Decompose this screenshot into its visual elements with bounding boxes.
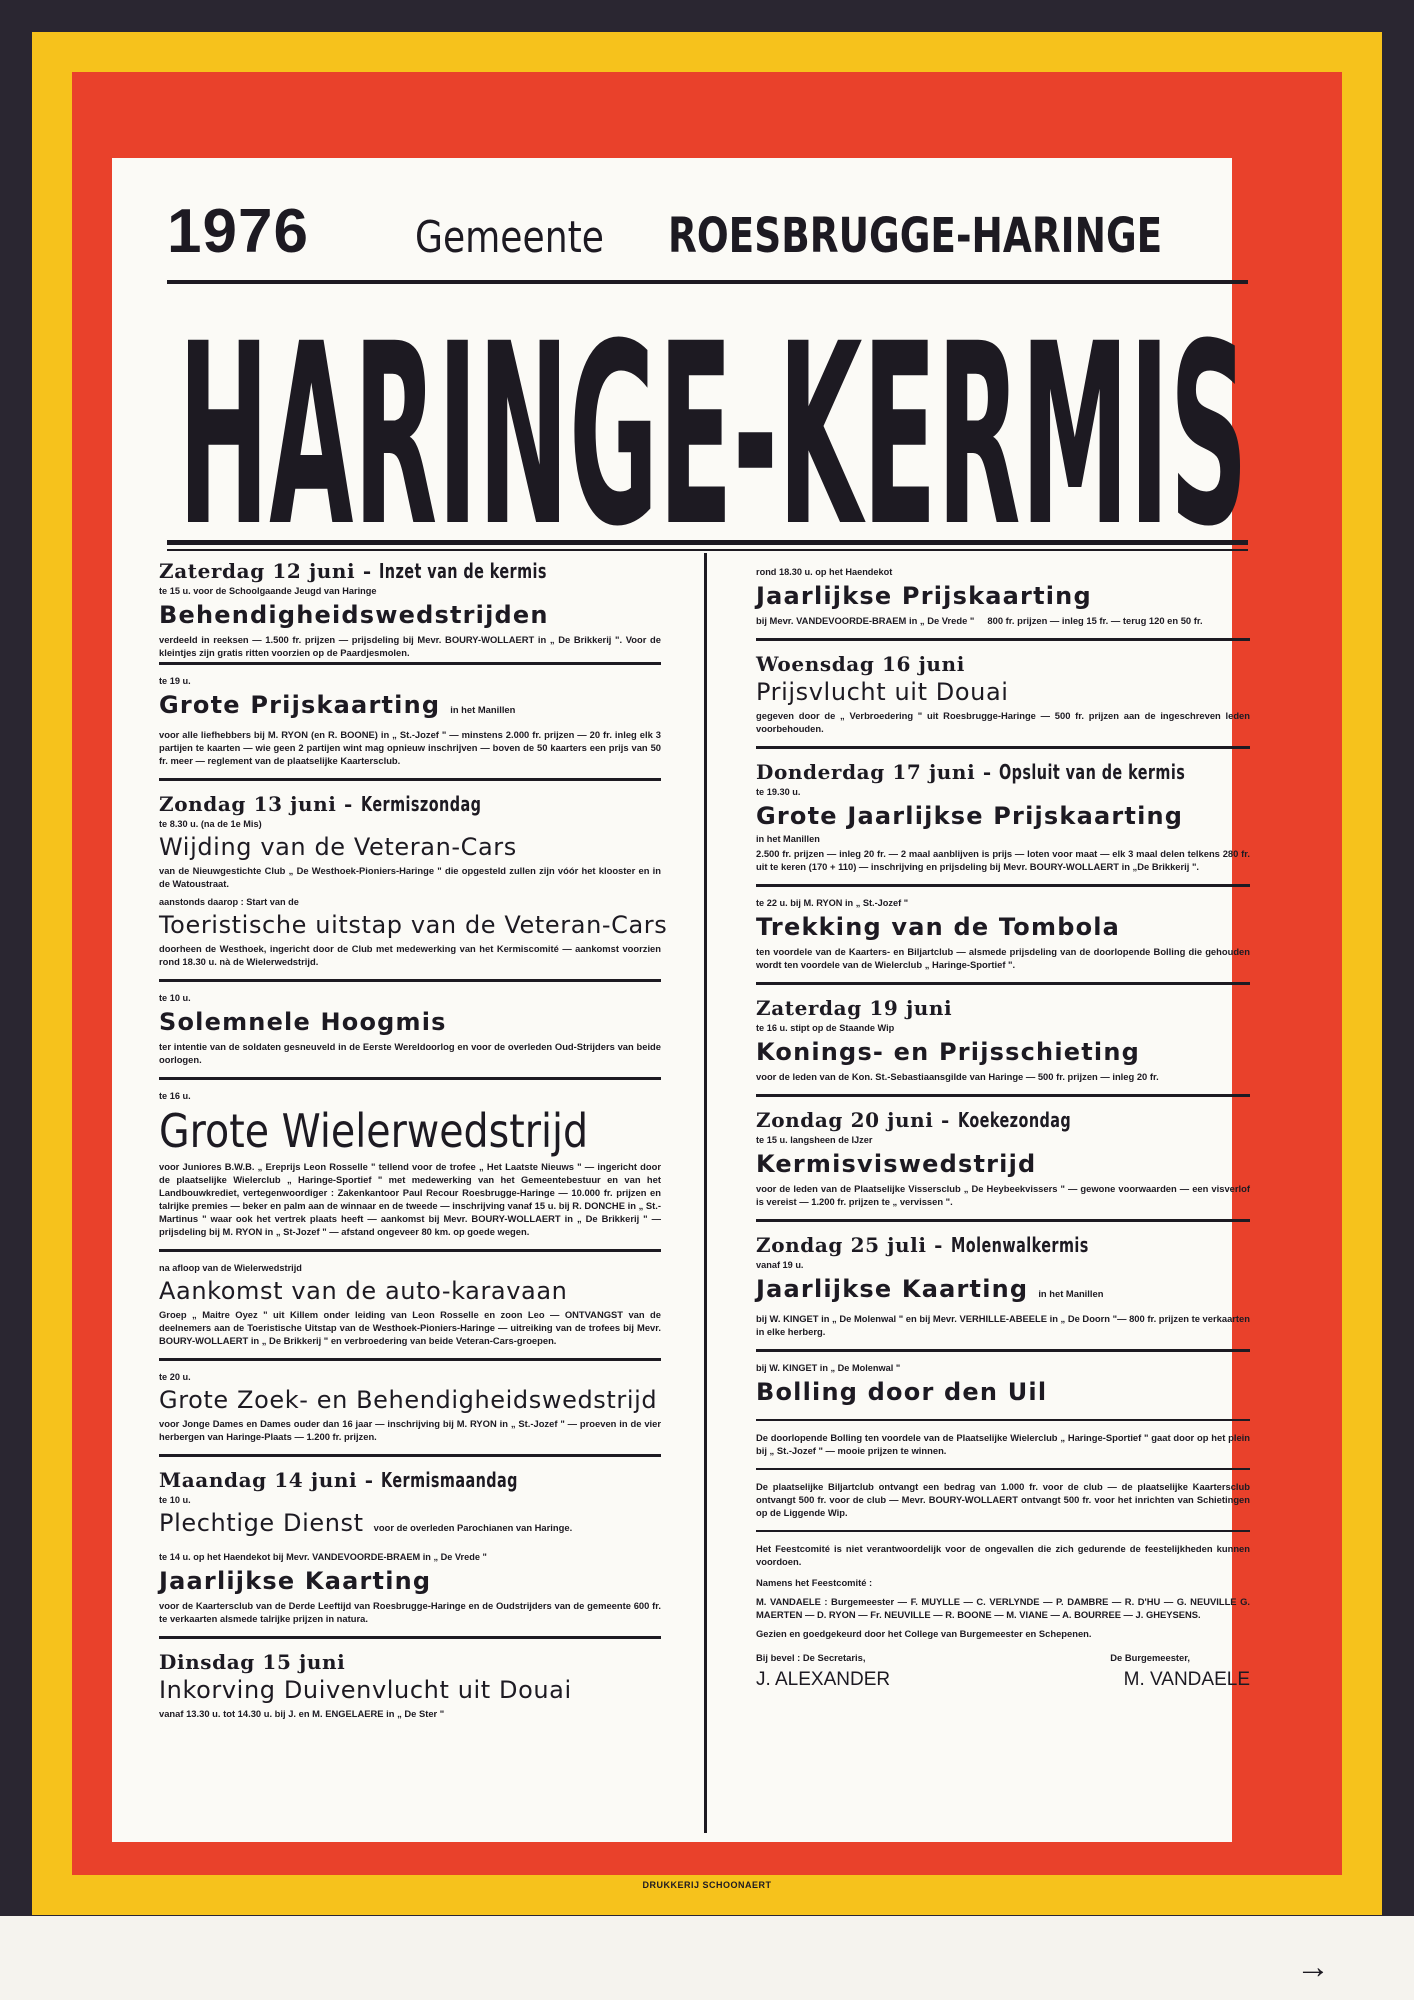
approval-text: Gezien en goedgekeurd door het College van Burgemeester en Schepenen. — [756, 1628, 1092, 1639]
column-divider — [704, 553, 707, 1833]
event-prijskaarting — [159, 675, 661, 767]
main-title — [178, 282, 1248, 542]
year: 1976 — [167, 197, 309, 266]
day-theme: Opsluit van de kermis — [999, 760, 1186, 784]
separator — [756, 1349, 1250, 1352]
day-heading: Donderdag 17 juni - Opsluit van de kermis — [756, 760, 1186, 784]
day-theme: Molenwalkermis — [950, 1233, 1089, 1257]
mayor-name: M. VANDAELE — [1123, 1669, 1250, 1690]
event-note: in het Manillen — [450, 704, 516, 715]
separator — [159, 1636, 661, 1639]
event-title: Grote Wielerwedstrijd — [159, 1104, 589, 1158]
header-rule-thin — [167, 549, 1248, 551]
event-title: Plechtige Dienst — [159, 1509, 364, 1537]
event-title: Grote Zoek- en Behendigheidswedstrijd — [159, 1386, 658, 1414]
separator — [159, 778, 661, 781]
day-heading: Woensdag 16 juni — [756, 652, 965, 676]
event-text: bij Mevr. VANDEVOORDE-BRAEM in „ De Vrede " 800 fr. prijzen — inleg 15 fr. — terug 120 en 50 fr. — [756, 615, 1203, 626]
event-note: in het Manillen — [756, 834, 820, 844]
separator — [159, 1077, 661, 1080]
arrow-icon: → — [1296, 1948, 1330, 1986]
event-time: te 16 u. — [159, 1091, 191, 1101]
event-text: voor de leden van de Plaatselijke Vissersclub „ De Heybeekvissers " — gewone voorwaarden — een visverlof is vereist — 1.200 fr. prijzen te „ vervissen ". — [756, 1183, 1250, 1207]
event-time: te 15 u. langsheen de IJzer — [756, 1135, 873, 1145]
separator — [159, 1249, 661, 1252]
event-text: ten voordele van de Kaarters- en Biljartclub — alsmede prijsdeling van de doorlopende Bolling die gehouden wordt ten voordele van de Wielerclub „ Haringe-Sportief ". — [756, 946, 1250, 970]
event-time: te 15 u. voor de Schoolgaande Jeugd van Haringe — [159, 586, 377, 596]
event-title: Konings- en Prijsschieting — [756, 1038, 1140, 1066]
event-title: Jaarlijkse Kaarting — [159, 1567, 432, 1595]
event-time: te 19.30 u. — [756, 787, 801, 797]
event-saturday-19 — [756, 995, 1250, 1083]
mayor-label: De Burgemeester, — [1110, 1652, 1190, 1663]
event-text: voor de Kaartersclub van de Derde Leeftijd van Roesbrugge-Haringe en de Oudstrijders van de gemeente 600 fr. te verkaarten alsmede talrijke prijzen in natura. — [159, 1600, 661, 1624]
day-heading: Zondag 20 juni - Koekezondag — [756, 1108, 1071, 1132]
event-text: voor alle liefhebbers bij M. RYON (en R. BOONE) in „ St.-Jozef " — minstens 2.000 fr. prijzen — 20 fr. inleg elk 3 partijen te kaarten — wie geen 2 partijen wint mag opnieuw inschrijven — boven de 50 kaarters een prijs van 50 fr. meer — reglement van de plaatselijke Kaartersclub. — [159, 729, 661, 766]
notice-clubs — [756, 1480, 1250, 1519]
municipality-name: ROESBRUGGE-HARINGE — [668, 208, 1163, 264]
event-title: Grote Prijskaarting — [159, 691, 441, 719]
event-text: doorheen de Westhoek, ingericht door de Club met medewerking van het Kermiscomité — aankomst voorzien rond 18.30 u. nà de Wielerwedstrijd. — [159, 943, 661, 967]
event-text: De doorlopende Bolling ten voordele van de Plaatselijke Wielerclub „ Haringe-Sportief " gaat door op het plein bij „ St.-Jozef " — mooie prijzen te winnen. — [756, 1432, 1250, 1456]
separator — [756, 746, 1250, 749]
right-column — [756, 565, 1250, 1691]
event-tombola — [756, 897, 1250, 971]
event-note: voor de overleden Parochianen van Haringe. — [373, 1522, 573, 1533]
separator — [756, 982, 1250, 985]
event-title: Solemnele Hoogmis — [159, 1008, 447, 1036]
separator — [756, 1419, 1250, 1421]
event-time: te 14 u. op het Haendekot bij Mevr. VANDEVOORDE-BRAEM in „ De Vrede " — [159, 1552, 487, 1562]
day-heading: Dinsdag 15 juni — [159, 1650, 346, 1674]
event-title: Jaarlijkse Prijskaarting — [756, 582, 1092, 610]
separator — [756, 1219, 1250, 1222]
event-time: rond 18.30 u. op het Haendekot — [756, 567, 893, 577]
gemeente-label: Gemeente — [415, 212, 604, 263]
event-text: van de Nieuwgestichte Club „ De Westhoek-Pioniers-Haringe " die opgesteld zullen zijn vóór het klooster en in de Watoustraat. — [159, 865, 661, 889]
separator — [756, 1468, 1250, 1470]
event-monday-14 — [159, 1467, 661, 1625]
event-time: na afloop van de Wielerwedstrijd — [159, 1263, 302, 1273]
event-title: Aankomst van de auto-karavaan — [159, 1277, 568, 1305]
notice-committee — [756, 1542, 1250, 1691]
day-heading: Maandag 14 juni - Kermismaandag — [159, 1468, 519, 1492]
event-text: ter intentie van de soldaten gesneuveld in de Eerste Wereldoorlog en voor de overleden Oud-Strijders van beide oorlogen. — [159, 1041, 661, 1065]
separator — [756, 638, 1250, 641]
event-time: vanaf 19 u. — [756, 1260, 804, 1270]
event-title: Inkorving Duivenvlucht uit Douai — [159, 1676, 572, 1704]
event-title: Trekking van de Tombola — [756, 913, 1121, 941]
event-time: te 10 u. — [159, 1495, 191, 1505]
day-theme: Inzet van de kermis — [379, 559, 548, 583]
event-text: voor Jonge Dames en Dames ouder dan 16 jaar — inschrijving bij M. RYON in „ St.-Jozef " — proeven in de vier herbergen van Haringe-Plaats — 1.200 fr. prijzen. — [159, 1418, 661, 1442]
printer-credit: DRUKKERIJ SCHOONAERT — [642, 1880, 772, 1890]
event-title: Bolling door den Uil — [756, 1378, 1048, 1406]
separator — [756, 1094, 1250, 1097]
event-title: Jaarlijkse Kaarting — [756, 1275, 1029, 1303]
event-text: bij W. KINGET in „ De Molenwal " en bij Mevr. VERHILLE-ABEELE in „ De Doorn "— 800 fr. prijzen te verkaarten in elke herberg. — [756, 1313, 1250, 1337]
event-title: Toeristische uitstap van de Veteran-Cars — [159, 911, 668, 939]
event-text: 2.500 fr. prijzen — inleg 20 fr. — 2 maal aanblijven is prijs — loten voor maat — elk 3 maal delen telkens 280 fr. uit te keren (170 + 110) — inschrijving en prijsdeling bij Mevr. BOURY-WOLLAERT in „De Brikkerij ". — [756, 848, 1250, 872]
separator — [159, 662, 661, 665]
event-sunday-25-july — [756, 1232, 1250, 1338]
event-time: te 8.30 u. (na de 1e Mis) — [159, 819, 262, 829]
event-time: te 10 u. — [159, 993, 191, 1003]
secretary-name: J. ALEXANDER — [756, 1669, 891, 1690]
event-time: te 16 u. stipt op de Staande Wip — [756, 1023, 895, 1033]
separator — [756, 1530, 1250, 1532]
event-sunday-13 — [159, 791, 668, 968]
day-heading: Zondag 13 juni - Kermiszondag — [159, 792, 481, 816]
event-text: vanaf 13.30 u. tot 14.30 u. bij J. en M. ENGELAERE in „ De Ster " — [159, 1708, 445, 1719]
disclaimer-text: Het Feestcomité is niet verantwoordelijk voor de ongevallen die zich gedurende de feestelijkheden kunnen voordoen. — [756, 1543, 1250, 1567]
event-time: te 20 u. — [159, 1372, 191, 1382]
event-text: verdeeld in reeksen — 1.500 fr. prijzen — prijsdeling bij Mevr. BOURY-WOLLAERT in „ De Brikkerij ". Voor de kleintjes zijn gratis ritten voorzien op de Paardjesmolen. — [159, 634, 661, 658]
event-title: Prijsvlucht uit Douai — [756, 678, 1009, 706]
event-title: Behendigheidswedstrijden — [159, 601, 549, 629]
committee-label: Namens het Feestcomité : — [756, 1577, 873, 1588]
separator — [159, 1454, 661, 1457]
event-haendekot-kaarting — [756, 566, 1250, 627]
committee-members: M. VANDAELE : Burgemeester — F. MUYLLE — C. VERLYNDE — P. DAMBRE — R. D'HU — G. NEUVILLE G. MAERTEN — D. RYON — Fr. NEUVILLE — R. BOONE — M. VIANE — A. BOURREE — J. GHEYSENS. — [756, 1596, 1250, 1620]
separator — [159, 1358, 661, 1361]
bottom-margin — [0, 1916, 1414, 2000]
separator — [159, 979, 661, 982]
event-tuesday-15 — [159, 1649, 661, 1720]
event-saturday-12 — [159, 558, 661, 659]
event-note: in het Manillen — [1038, 1288, 1104, 1299]
event-time: te 22 u. bij M. RYON in „ St.-Jozef " — [756, 898, 909, 908]
day-theme: Koekezondag — [957, 1108, 1071, 1132]
day-heading: Zondag 25 juli - Molenwalkermis — [756, 1233, 1089, 1257]
event-thursday-17 — [756, 759, 1250, 873]
secretary-label: Bij bevel : De Secretaris, — [756, 1652, 866, 1663]
event-text: gegeven door de „ Verbroedering " uit Roesbrugge-Haringe — 500 fr. prijzen aan de ingeschreven leden voorbehouden. — [756, 710, 1250, 734]
day-heading: Zaterdag 12 juni - Inzet van de kermis — [159, 559, 548, 583]
event-title: Kermisviswedstrijd — [756, 1150, 1037, 1178]
event-zoekwedstrijd — [159, 1371, 661, 1443]
event-wielerwedstrijd — [159, 1090, 661, 1238]
event-wednesday-16 — [756, 651, 1250, 735]
event-title: Wijding van de Veteran-Cars — [159, 833, 517, 861]
day-heading: Zaterdag 19 juni — [756, 996, 953, 1020]
event-text: Groep „ Maitre Oyez " uit Killem onder leiding van Leon Rosselle en zoon Leo — ONTVANGST van de deelnemers aan de Toeristische Uitstap van de Westhoek-Pioniers-Haringe — uitreiking van de trofees bij Mevr. BOURY-WOLLAERT in „ De Brikkerij " en verbroedering van beide Veteran-Cars-groepen. — [159, 1309, 661, 1346]
day-theme: Kermiszondag — [360, 792, 481, 816]
separator — [756, 884, 1250, 887]
event-text: voor de leden van de Kon. St.-Sebastiaansgilde van Haringe — 500 fr. prijzen — inleg 20 fr. — [756, 1071, 1159, 1082]
event-text: voor Juniores B.W.B. „ Ereprijs Leon Rosselle " tellend voor de trofee „ Het Laatste Nieuws " — ingericht door de plaatselijke Wielerclub „ Haringe-Sportief " met medewerking van het Gemeentebestuur en van het Landbouwkrediet, vertegenwoordiger : Zakenkantoor Paul Recour Roesbrugge-Haringe — 10.000 fr. prijzen en talrijke premies — beker en palm aan de winnaar en de tweede — inschrijving vanaf 15 u. bij R. DONCHE in „ St.-Martinus " waar ook het vertrek plaats heeft — aankomst bij Mevr. BOURY-WOLLAERT in „ De Brikkerij " — prijsdeling bij M. RYON in „ St-Jozef " — afstand ongeveer 80 km. op goede wegen. — [159, 1161, 661, 1237]
event-time: te 19 u. — [159, 676, 191, 686]
event-time: aanstonds daarop : Start van de — [159, 897, 299, 907]
event-bolling — [756, 1362, 1250, 1457]
event-title: Grote Jaarlijkse Prijskaarting — [756, 802, 1184, 830]
event-hoogmis — [159, 992, 661, 1066]
event-text: De plaatselijke Biljartclub ontvangt een bedrag van 1.000 fr. voor de club — de plaatselijke Kaartersclub ontvangt 500 fr. voor de club — Mevr. BOURY-WOLLAERT ontvangt 500 fr. voor het inrichten van Schietingen op de Liggende Wip. — [756, 1481, 1250, 1518]
event-auto-karavaan — [159, 1262, 661, 1347]
day-theme: Kermismaandag — [381, 1468, 519, 1492]
left-column — [159, 558, 668, 1720]
main-title-text: HARINGE-KERMIS — [178, 290, 1248, 542]
signature-names — [756, 1669, 1250, 1691]
signature-labels — [756, 1652, 1250, 1663]
event-time: bij W. KINGET in „ De Molenwal " — [756, 1363, 901, 1373]
event-sunday-20 — [756, 1107, 1250, 1208]
